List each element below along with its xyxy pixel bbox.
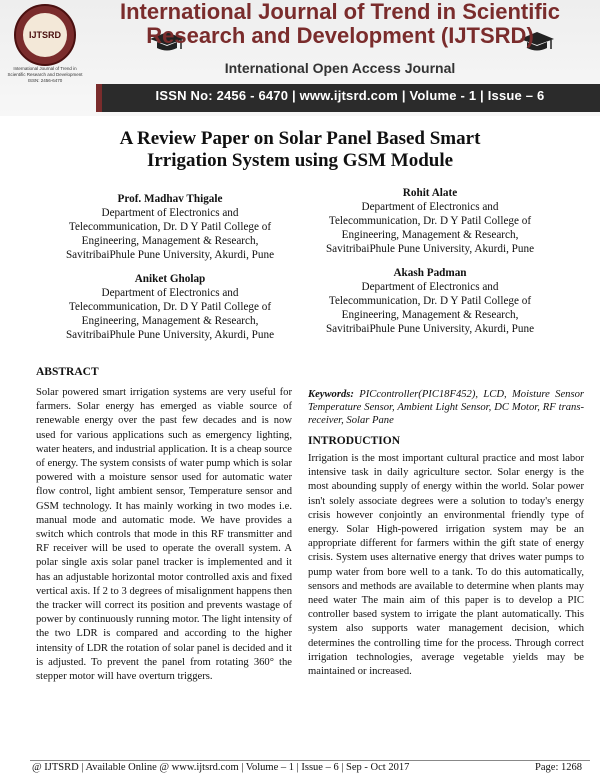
issn-line: ISSN No: 2456 - 6470 | www.ijtsrd.com | Volume - 1 | Issue – 6	[155, 88, 545, 103]
introduction-heading: INTRODUCTION	[308, 435, 401, 447]
author-affiliation-line: Engineering, Management & Research,	[341, 309, 519, 321]
author-affiliation-line: SavitribaiPhule Pune University, Akurdi, Pune	[325, 243, 535, 255]
keywords-text: PICcontroller(PIC18F452), LCD, Moisture Sensor Temperature Sensor, Ambient Light Sensor, DC Motor, RF trans-receiver, Solar Pane	[308, 389, 584, 426]
page-number: Page: 1268	[535, 762, 582, 773]
author-affiliation-line: Engineering, Management & Research,	[341, 229, 519, 241]
keywords-label: Keywords:	[308, 389, 354, 400]
footer-divider	[30, 760, 590, 761]
author-affiliation-line: SavitribaiPhule Pune University, Akurdi, Pune	[65, 249, 275, 261]
journal-header	[0, 0, 600, 116]
journal-subtitle: International Open Access Journal	[224, 60, 456, 76]
paper-title-line2: Irrigation System using GSM Module	[146, 150, 454, 171]
author-affiliation-line: Department of Electronics and	[101, 287, 239, 299]
author-name: Rohit Alate	[402, 187, 458, 199]
author-name: Aniket Gholap	[134, 273, 206, 285]
introduction-text: Irrigation is the most important cultural practice and most labor intensive task in daily agriculture sector. Solar energy is the most abounding supply of energy within the world. Solar power isn't solely associate degrees were a solution to today's energy crisis however conjointly an environmental friendly type of energy. Solar High-powered irrigation system may be an appropriate different for farmers within the gift state of energy crisis. System uses alternative energy that drives water pumps to pump water from bore well to a tank. To do this automatically, sensors and methods are available to determine when plants may need water The main aim of this paper is to develop a PIC controller based system to irrigate the plant automatically. This system also supports water management decision, which determines the controlling time for the process. Through correct irrigation technologies, average vegetable yields may be maintained or increased.	[308, 453, 584, 678]
logo-text: IJTSRD	[23, 13, 67, 57]
author-block	[300, 186, 560, 256]
journal-title	[90, 0, 590, 48]
author-block	[40, 272, 300, 342]
logo-caption: International Journal of Trend in Scientific Research and Development ISSN: 2456-6470	[7, 66, 83, 83]
author-affiliation-line: Engineering, Management & Research,	[81, 315, 259, 327]
paper-title-line1: A Review Paper on Solar Panel Based Smart	[119, 128, 481, 149]
author-affiliation-line: SavitribaiPhule Pune University, Akurdi, Pune	[65, 329, 275, 341]
journal-title-line1: International Journal of Trend in Scientific	[119, 0, 561, 24]
author-affiliation-line: Engineering, Management & Research,	[81, 235, 259, 247]
author-block	[300, 266, 560, 336]
abstract-heading: ABSTRACT	[36, 366, 99, 378]
footer-citation: @ IJTSRD | Available Online @ www.ijtsrd.com | Volume – 1 | Issue – 6 | Sep - Oct 2017	[32, 762, 410, 773]
author-affiliation-line: SavitribaiPhule Pune University, Akurdi, Pune	[325, 323, 535, 335]
journal-title-line2: Research and Development (IJTSRD)	[146, 23, 534, 48]
author-affiliation-line: Telecommunication, Dr. D Y Patil College of	[328, 295, 532, 307]
author-affiliation-line: Telecommunication, Dr. D Y Patil College of	[68, 221, 272, 233]
keywords-block	[308, 388, 584, 427]
author-name: Akash Padman	[393, 267, 467, 279]
author-affiliation-line: Telecommunication, Dr. D Y Patil College of	[68, 301, 272, 313]
abstract-text: Solar powered smart irrigation systems are very useful for farmers. Solar energy has emerged as viable source of renewable energy over the past few decades and is now used for various applications such as emergency lighting, water heaters, and industrial application. It is a cheap source of energy. The system consists of water pump which is solar powered with a moisture sensor used for automatic water flow control, light ambient sensor, Temperature sensor and GSM technology. It has mainly working in two modes i.e. manual mode and automatic mode. We have provides a switch which controls that mode in this RF transmitter and RF receiver will be used to operate the overall system. A polar single axis solar panel tracker is implemented and it has an adjustable horizontal motor controlled axis and fixed vertical axis. If 2 to 3 degrees of misalignment happens then the tracker will correct its position and prevents wastage of power by continuously running motor. The light intensity of the two LDR is compared and according to the higher intensity of LDR the rotation of solar panel is decided and it is adjusted. To prevent the panel from rotating 360° the stepper motor will have overturn triggers.	[36, 387, 292, 683]
journal-logo	[14, 4, 76, 66]
author-affiliation-line: Department of Electronics and	[101, 207, 239, 219]
paper-title	[0, 128, 600, 172]
author-affiliation-line: Department of Electronics and	[361, 201, 499, 213]
author-name: Prof. Madhav Thigale	[117, 193, 223, 205]
author-affiliation-line: Telecommunication, Dr. D Y Patil College of	[328, 215, 532, 227]
author-block	[40, 192, 300, 262]
author-affiliation-line: Department of Electronics and	[361, 281, 499, 293]
